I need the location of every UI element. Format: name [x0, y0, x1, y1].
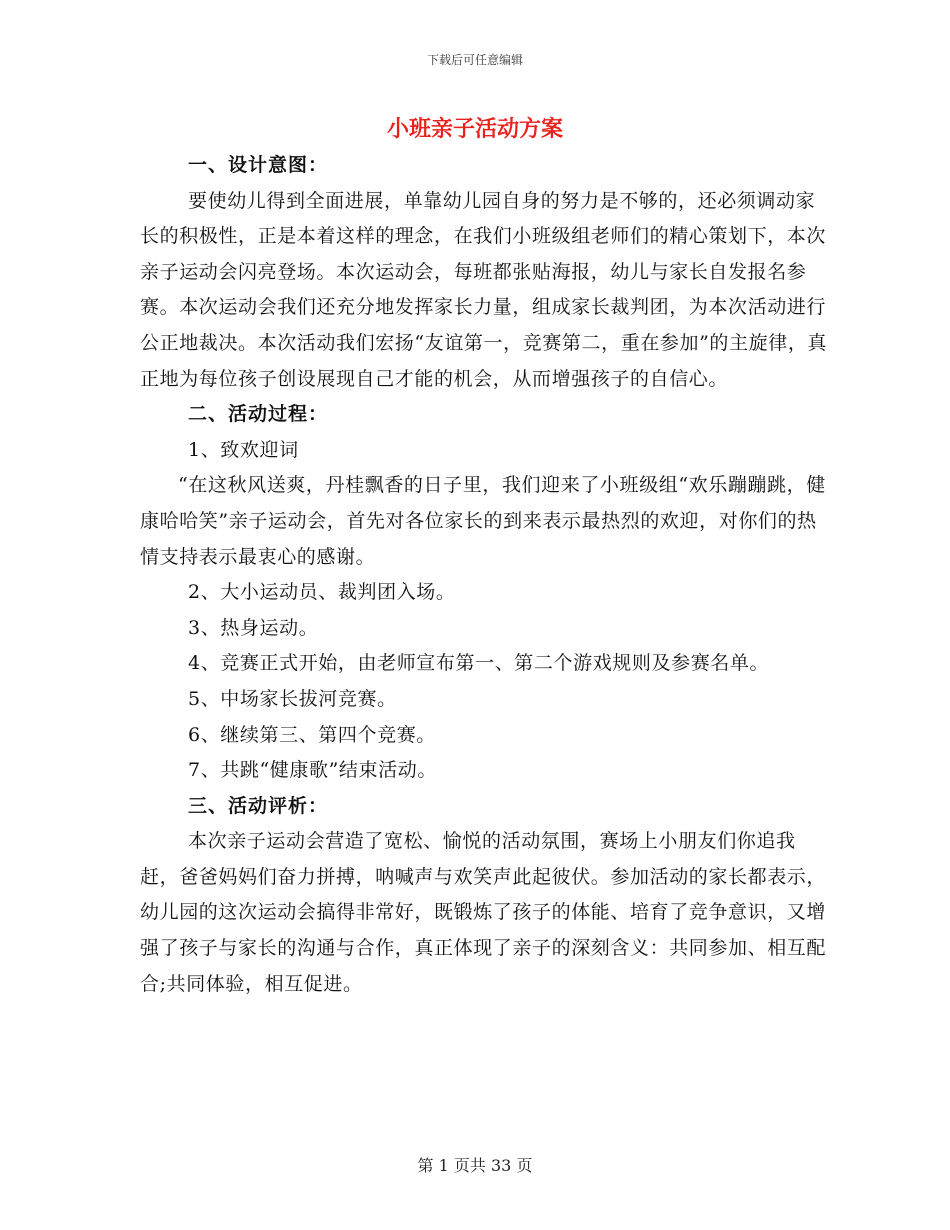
document-body	[140, 148, 830, 1002]
process-item-warmup: 3、热身运动。	[188, 616, 319, 639]
page-header-note: 下载后可任意编辑	[426, 53, 523, 67]
process-item-competition-start: 4、竞赛正式开始，由老师宣布第一、第二个游戏规则及参赛名单。	[188, 652, 770, 675]
activity-analysis-paragraph: 本次亲子运动会营造了宽松、愉悦的活动氛围，赛场上小朋友们你追我赶，爸爸妈妈们奋力拼搏，呐喊声与欢笑声此起彼伏。参加活动的家长都表示，幼儿园的这次运动会搞得非常好，既锻炼了孩子的体能、培育了竞争意识，又增强了孩子与家长的沟通与合作，真正体现了亲子的深刻含义：共同参加、相互配合;共同体验，相互促进。	[140, 830, 827, 995]
process-item-closing-dance: 7、共跳“健康歌”结束活动。	[188, 759, 437, 782]
welcome-speech-paragraph: “在这秋风送爽，丹桂飘香的日子里，我们迎来了小班级组“欢乐蹦蹦跳，健康哈哈笑”亲子运动会，首先对各位家长的到来表示最热烈的欢迎，对你们的热情支持表示最衷心的感谢。	[140, 474, 826, 568]
process-item-continue: 6、继续第三、第四个竞赛。	[188, 723, 436, 746]
process-item-welcome: 1、致欢迎词	[188, 438, 299, 461]
section-heading-activity-process: 二、活动过程：	[188, 403, 329, 426]
section-heading-activity-analysis: 三、活动评析：	[188, 794, 329, 817]
process-item-entrance: 2、大小运动员、裁判团入场。	[188, 581, 456, 604]
document-title: 小班亲子活动方案	[386, 116, 563, 142]
design-intent-paragraph: 要使幼儿得到全面进展，单靠幼儿园自身的努力是不够的，还必须调动家长的积极性，正是本着这样的理念，在我们小班级组老师们的精心策划下，本次亲子运动会闪亮登场。本次运动会，每班都张贴海报，幼儿与家长自发报名参赛。本次运动会我们还充分地发挥家长力量，组成家长裁判团，为本次活动进行公正地裁决。本次活动我们宏扬“友谊第一，竞赛第二，重在参加”的主旋律，真正地为每位孩子创设展现自己才能的机会，从而增强孩子的自信心。	[140, 189, 828, 390]
section-heading-design-intent: 一、设计意图：	[188, 154, 329, 176]
page-footer-number: 第 1 页共 33 页	[417, 1156, 533, 1175]
process-item-tug-of-war: 5、中场家长拔河竞赛。	[188, 687, 397, 710]
